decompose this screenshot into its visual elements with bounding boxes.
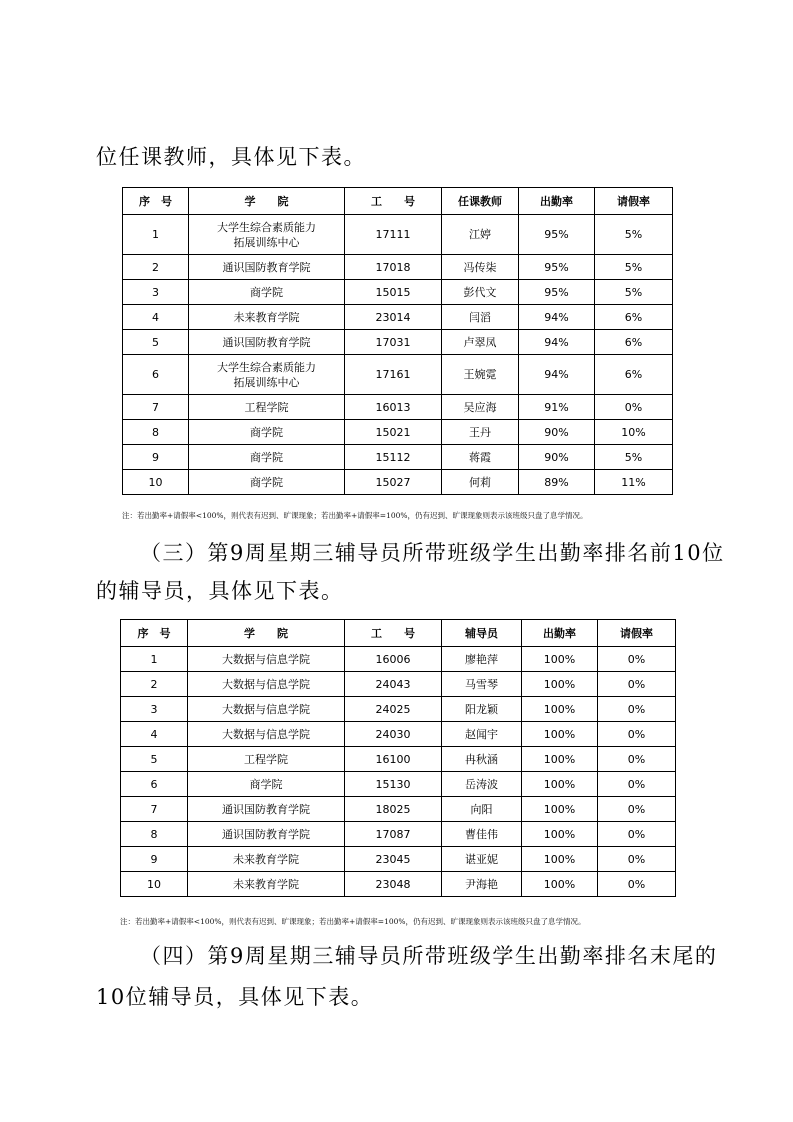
table-header-row (123, 188, 673, 215)
attendance-cell: 100% (522, 847, 598, 872)
staff-id-cell: 24030 (345, 722, 442, 747)
college-cell (189, 355, 345, 395)
college-line: 商学院 (250, 286, 283, 299)
attendance-cell: 89% (519, 470, 595, 495)
table-row (121, 797, 676, 822)
college-line: 拓展训练中心 (233, 375, 300, 389)
attendance-cell: 95% (519, 215, 595, 255)
person-name-cell: 谌亚妮 (442, 847, 522, 872)
person-name-cell: 卢翠凤 (442, 330, 519, 355)
staff-id-cell: 23048 (345, 872, 442, 897)
attendance-cell: 90% (519, 445, 595, 470)
leave-rate-cell: 0% (598, 822, 676, 847)
college-line: 大数据与信息学院 (222, 653, 310, 666)
college-cell (189, 305, 345, 330)
no-header: 序 号 (123, 188, 189, 215)
staff-id-cell: 17018 (345, 255, 442, 280)
table2-footnote: 注：若出勤率+请假率<100%，则代表有迟到、旷课现象；若出勤率+请假率=100%，仍有迟到、旷课现象则表示该班级只盘了息学情况。 (120, 917, 586, 926)
section3-heading: （三）第9周星期三辅导员所带班级学生出勤率排名前10位 (140, 541, 725, 565)
college-cell (189, 470, 345, 495)
row-number: 3 (123, 280, 189, 305)
person-name-cell: 冉秋涵 (442, 747, 522, 772)
row-number: 4 (121, 722, 188, 747)
table-row (121, 872, 676, 897)
leave-rate-cell: 5% (595, 215, 673, 255)
row-number: 7 (123, 395, 189, 420)
person-name-cell: 尹海艳 (442, 872, 522, 897)
leave-rate-cell: 5% (595, 445, 673, 470)
teacher-attendance-table (122, 187, 673, 495)
row-number: 2 (123, 255, 189, 280)
row-number: 1 (123, 215, 189, 255)
college-cell (188, 722, 345, 747)
person-name-cell: 王婉霓 (442, 355, 519, 395)
college-line: 通识国防教育学院 (222, 828, 310, 841)
person-name-cell: 吴应海 (442, 395, 519, 420)
attendance-cell: 95% (519, 280, 595, 305)
person-name-cell: 向阳 (442, 797, 522, 822)
staff-id-cell: 17031 (345, 330, 442, 355)
person-name-cell: 何莉 (442, 470, 519, 495)
attendance-cell: 94% (519, 355, 595, 395)
table-row (121, 647, 676, 672)
staff-id-cell: 16100 (345, 747, 442, 772)
leave-rate-cell: 0% (598, 872, 676, 897)
person-name-cell: 曹佳伟 (442, 822, 522, 847)
college-line: 商学院 (250, 476, 283, 489)
leave-rate-cell: 6% (595, 305, 673, 330)
table-header-row (121, 620, 676, 647)
table-row (121, 847, 676, 872)
attendance-cell: 100% (522, 672, 598, 697)
attendance-cell: 100% (522, 797, 598, 822)
name-header: 辅导员 (442, 620, 522, 647)
college-line: 商学院 (250, 451, 283, 464)
leave-rate-cell: 0% (598, 697, 676, 722)
staff-id-cell: 24025 (345, 697, 442, 722)
staff-id-cell: 17161 (345, 355, 442, 395)
college-line: 未来教育学院 (233, 853, 299, 866)
row-number: 10 (121, 872, 188, 897)
staff-id-cell: 23014 (345, 305, 442, 330)
college-cell (189, 420, 345, 445)
college-cell (189, 330, 345, 355)
table-row (121, 722, 676, 747)
college-cell (188, 747, 345, 772)
attendance-cell: 100% (522, 772, 598, 797)
college-line: 工程学院 (244, 753, 288, 766)
table-row (123, 355, 673, 395)
college-cell (188, 672, 345, 697)
leave-rate-cell: 0% (598, 647, 676, 672)
row-number: 7 (121, 797, 188, 822)
leave-rate-cell: 6% (595, 355, 673, 395)
college-line: 未来教育学院 (233, 878, 299, 891)
person-name-cell: 廖艳萍 (442, 647, 522, 672)
college-cell (188, 647, 345, 672)
table-row (121, 772, 676, 797)
row-number: 1 (121, 647, 188, 672)
college-line: 工程学院 (244, 401, 289, 414)
person-name-cell: 马雪琴 (442, 672, 522, 697)
intro-paragraph: 位任课教师，具体见下表。 (96, 145, 366, 169)
college-line: 商学院 (249, 778, 283, 791)
college-line: 未来教育学院 (233, 311, 300, 324)
college-cell (189, 395, 345, 420)
person-name-cell: 冯传柒 (442, 255, 519, 280)
leave-header: 请假率 (598, 620, 676, 647)
college-line: 大数据与信息学院 (222, 728, 310, 741)
row-number: 6 (123, 355, 189, 395)
table-row (121, 672, 676, 697)
staff-id-cell: 17087 (345, 822, 442, 847)
row-number: 8 (123, 420, 189, 445)
leave-rate-cell: 11% (595, 470, 673, 495)
staff-id-cell: 16013 (345, 395, 442, 420)
attendance-cell: 100% (522, 697, 598, 722)
college-line: 大学生综合素质能力 (217, 360, 316, 374)
no-header: 序 号 (121, 620, 188, 647)
table-row (121, 747, 676, 772)
college-line: 通识国防教育学院 (222, 803, 310, 816)
leave-rate-cell: 5% (595, 280, 673, 305)
row-number: 5 (123, 330, 189, 355)
leave-header: 请假率 (595, 188, 673, 215)
college-cell (188, 797, 345, 822)
person-name-cell: 彭代文 (442, 280, 519, 305)
id-header: 工 号 (345, 188, 442, 215)
row-number: 9 (123, 445, 189, 470)
college-header: 学 院 (189, 188, 345, 215)
table-row (123, 305, 673, 330)
college-line: 大数据与信息学院 (222, 703, 310, 716)
staff-id-cell: 16006 (345, 647, 442, 672)
leave-rate-cell: 0% (598, 772, 676, 797)
leave-rate-cell: 10% (595, 420, 673, 445)
person-name-cell: 江婷 (442, 215, 519, 255)
college-cell (189, 255, 345, 280)
row-number: 4 (123, 305, 189, 330)
attendance-cell: 100% (522, 822, 598, 847)
leave-rate-cell: 0% (598, 747, 676, 772)
person-name-cell: 阳龙颖 (442, 697, 522, 722)
college-line: 通识国防教育学院 (222, 261, 311, 274)
attendance-cell: 90% (519, 420, 595, 445)
person-name-cell: 王丹 (442, 420, 519, 445)
staff-id-cell: 15112 (345, 445, 442, 470)
attendance-cell: 100% (522, 647, 598, 672)
attendance-header: 出勤率 (519, 188, 595, 215)
college-cell (189, 280, 345, 305)
staff-id-cell: 24043 (345, 672, 442, 697)
attendance-cell: 95% (519, 255, 595, 280)
table-row (123, 215, 673, 255)
leave-rate-cell: 0% (598, 672, 676, 697)
attendance-cell: 100% (522, 722, 598, 747)
counselor-top10-table (120, 619, 676, 897)
staff-id-cell: 23045 (345, 847, 442, 872)
person-name-cell: 闫滔 (442, 305, 519, 330)
college-cell (188, 822, 345, 847)
leave-rate-cell: 0% (595, 395, 673, 420)
staff-id-cell: 15021 (345, 420, 442, 445)
id-header: 工 号 (345, 620, 442, 647)
row-number: 2 (121, 672, 188, 697)
attendance-cell: 100% (522, 747, 598, 772)
college-header: 学 院 (188, 620, 345, 647)
table-row (121, 697, 676, 722)
leave-rate-cell: 0% (598, 797, 676, 822)
college-cell (188, 847, 345, 872)
college-line: 通识国防教育学院 (222, 336, 311, 349)
person-name-cell: 赵闻宇 (442, 722, 522, 747)
staff-id-cell: 15015 (345, 280, 442, 305)
section4-heading: （四）第9周星期三辅导员所带班级学生出勤率排名末尾的 (140, 944, 718, 968)
row-number: 3 (121, 697, 188, 722)
attendance-cell: 94% (519, 305, 595, 330)
section4-heading-cont: 10位辅导员，具体见下表。 (96, 985, 374, 1009)
row-number: 8 (121, 822, 188, 847)
table1-footnote: 注：若出勤率+请假率<100%，则代表有迟到、旷课现象；若出勤率+请假率=100%，仍有迟到、旷课现象则表示该班级只盘了息学情况。 (122, 511, 588, 520)
attendance-cell: 91% (519, 395, 595, 420)
person-name-cell: 岳涛波 (442, 772, 522, 797)
table-row (123, 255, 673, 280)
leave-rate-cell: 6% (595, 330, 673, 355)
college-line: 拓展训练中心 (233, 235, 300, 249)
table-row (123, 445, 673, 470)
college-line: 大学生综合素质能力 (217, 220, 316, 234)
table-row (123, 395, 673, 420)
table-row (123, 470, 673, 495)
college-cell (189, 445, 345, 470)
college-line: 大数据与信息学院 (222, 678, 310, 691)
table-row (123, 420, 673, 445)
staff-id-cell: 15130 (345, 772, 442, 797)
college-line: 商学院 (250, 426, 283, 439)
table-row (121, 822, 676, 847)
person-name-cell: 蒋霞 (442, 445, 519, 470)
leave-rate-cell: 0% (598, 847, 676, 872)
attendance-cell: 100% (522, 872, 598, 897)
row-number: 9 (121, 847, 188, 872)
row-number: 10 (123, 470, 189, 495)
attendance-cell: 94% (519, 330, 595, 355)
attendance-header: 出勤率 (522, 620, 598, 647)
staff-id-cell: 18025 (345, 797, 442, 822)
college-cell (189, 215, 345, 255)
staff-id-cell: 15027 (345, 470, 442, 495)
college-cell (188, 772, 345, 797)
section3-heading-cont: 的辅导员，具体见下表。 (96, 579, 344, 603)
college-cell (188, 872, 345, 897)
row-number: 5 (121, 747, 188, 772)
name-header: 任课教师 (442, 188, 519, 215)
leave-rate-cell: 0% (598, 722, 676, 747)
leave-rate-cell: 5% (595, 255, 673, 280)
table-row (123, 280, 673, 305)
staff-id-cell: 17111 (345, 215, 442, 255)
table-row (123, 330, 673, 355)
college-cell (188, 697, 345, 722)
row-number: 6 (121, 772, 188, 797)
